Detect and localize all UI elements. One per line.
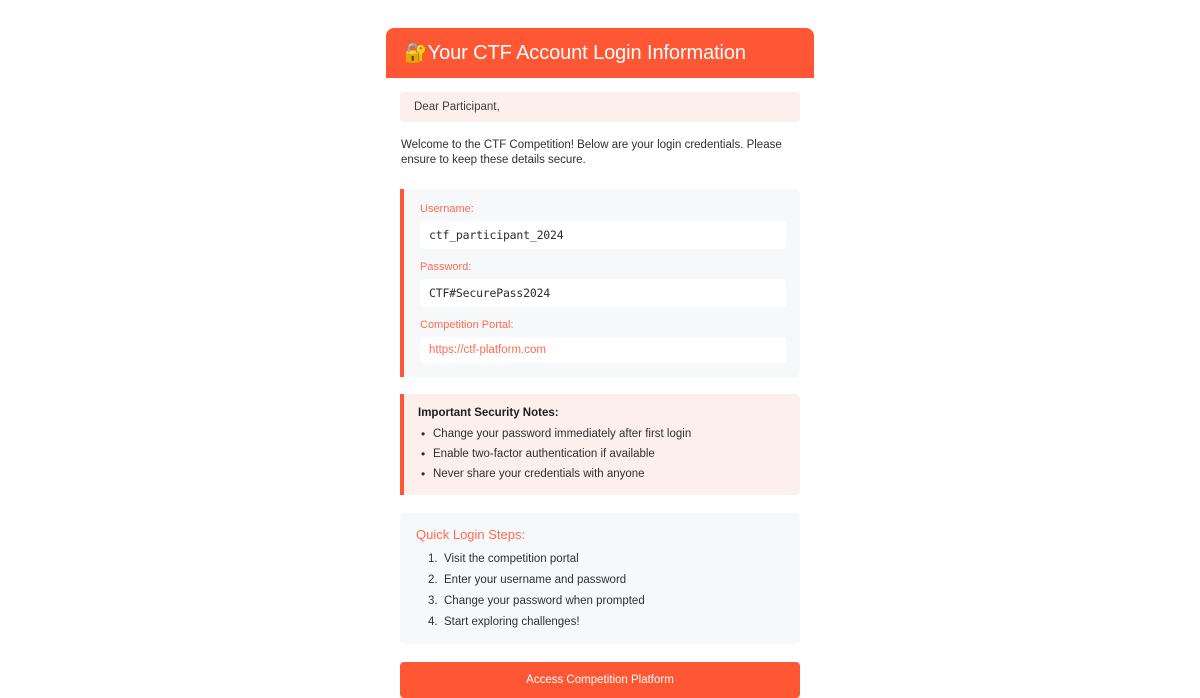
list-item: Enter your username and password — [444, 573, 627, 586]
quick-steps-panel — [400, 513, 800, 644]
list-item: Start exploring challenges! — [444, 615, 580, 628]
security-notes-list — [418, 428, 786, 480]
username-label: Username: — [420, 202, 474, 215]
password-label: Password: — [420, 260, 472, 273]
quick-steps-list — [416, 553, 786, 628]
quick-steps-title: Quick Login Steps: — [416, 526, 526, 542]
greeting-bar: Dear Participant, — [400, 92, 800, 122]
portal-label: Competition Portal: — [420, 318, 514, 331]
security-notes-title: Important Security Notes: — [418, 406, 559, 419]
credentials-panel — [400, 189, 800, 377]
username-value[interactable]: ctf_participant_2024 — [420, 221, 786, 249]
password-value[interactable]: CTF#SecurePass2024 — [420, 279, 786, 307]
security-notes-panel — [400, 394, 800, 495]
intro-text: Welcome to the CTF Competition! Below are your login credentials. Please ensure to keep these details secure. — [401, 139, 782, 167]
locked-with-key-icon: 🔐 — [404, 42, 428, 64]
email-body — [386, 78, 814, 698]
access-competition-platform-button[interactable]: Access Competition Platform — [400, 662, 800, 698]
list-item: • Never share your credentials with anyone — [418, 468, 786, 480]
portal-link[interactable]: https://ctf-platform.com — [420, 337, 786, 363]
email-header — [386, 28, 814, 78]
email-card — [386, 28, 814, 698]
list-item: Visit the competition portal — [444, 552, 579, 565]
list-item: • Change your password immediately after first login — [418, 428, 786, 440]
email-title: Your CTF Account Login Information — [427, 41, 746, 64]
list-item: • Enable two-factor authentication if available — [418, 448, 786, 460]
list-item: Change your password when prompted — [444, 594, 645, 607]
